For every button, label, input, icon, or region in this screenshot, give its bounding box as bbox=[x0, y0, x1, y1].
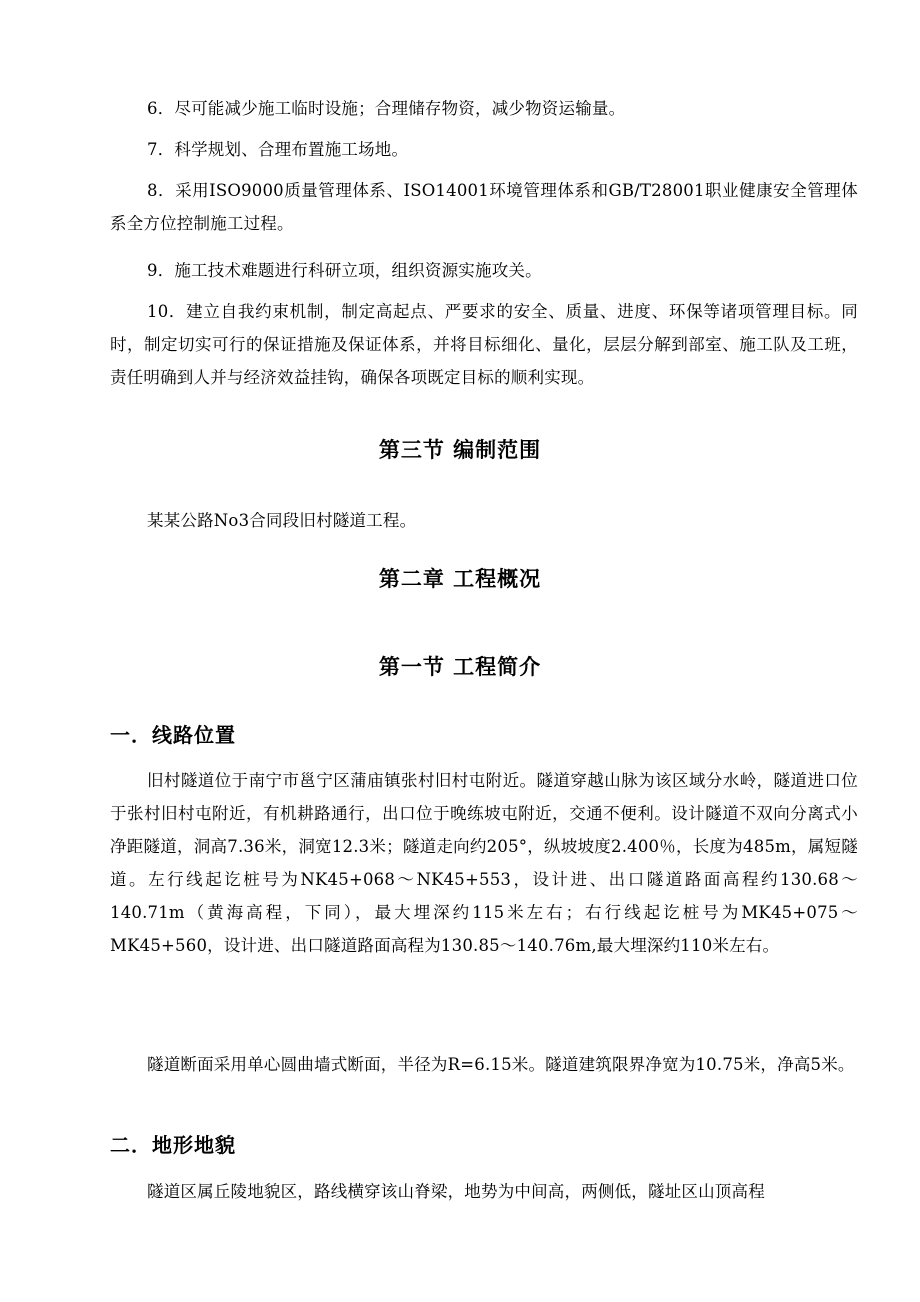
route-paragraph-2: 隧道断面采用单心圆曲墙式断面，半径为R=6.15米。隧道建筑限界净宽为10.75米，净高5米。 bbox=[147, 1055, 855, 1074]
route-heading: 一．线路位置 bbox=[110, 723, 236, 747]
section1-title: 第一节 工程简介 bbox=[378, 655, 542, 679]
list-item-6: 6．尽可能减少施工临时设施；合理储存物资，减少物资运输量。 bbox=[147, 99, 626, 118]
terrain-heading: 二．地形地貌 bbox=[110, 1133, 236, 1157]
list-item-10: 10．建立自我约束机制，制定高起点、严要求的安全、质量、进度、环保等诸项管理目标。同时，制定切实可行的保证措施及保证体系，并将目标细化、量化，层层分解到部室、施工队及工班，责任明确到人并与经济效益挂钩，确保各项既定目标的顺利实现。 bbox=[110, 302, 858, 387]
section3-title: 第三节 编制范围 bbox=[378, 438, 542, 462]
chapter2-title: 第二章 工程概况 bbox=[378, 567, 542, 591]
section3-body: 某某公路No3合同段旧村隧道工程。 bbox=[147, 511, 417, 530]
list-item-8: 8．采用ISO9000质量管理体系、ISO14001环境管理体系和GB/T28001职业健康安全管理体系全方位控制施工过程。 bbox=[110, 181, 858, 233]
list-item-7: 7．科学规划、合理布置施工场地。 bbox=[147, 140, 409, 159]
list-item-9: 9．施工技术难题进行科研立项，组织资源实施攻关。 bbox=[147, 261, 542, 280]
route-paragraph-1: 旧村隧道位于南宁市邕宁区蒲庙镇张村旧村屯附近。隧道穿越山脉为该区域分水岭，隧道进口位于张村旧村屯附近，有机耕路通行，出口位于晚练坡屯附近，交通不便利。设计隧道不双向分离式小净距隧道，洞高7.36米，洞宽12.3米；隧道走向约205°，纵坡坡度2.400％，长度为485m，属短隧道。左行线起讫桩号为NK45+068～NK45+553，设计进、出口隧道路面高程约130.68～140.71m（黄海高程，下同），最大埋深约115米左右；右行线起讫桩号为MK45+075～MK45+560，设计进、出口隧道路面高程为130.85～140.76m,最大埋深约110米左右。 bbox=[110, 771, 858, 955]
terrain-paragraph-1: 隧道区属丘陵地貌区，路线横穿该山脊梁，地势为中间高，两侧低，隧址区山顶高程 bbox=[147, 1182, 765, 1201]
